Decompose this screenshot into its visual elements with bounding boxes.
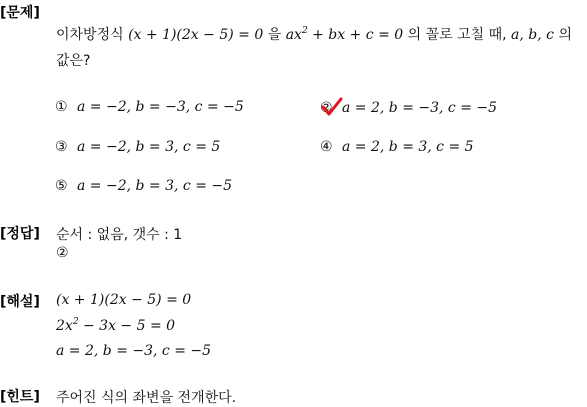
choice-4-number: ④: [320, 139, 333, 155]
problem-mid: 을: [267, 27, 282, 43]
choice-1-number: ①: [55, 99, 68, 115]
solution-line-1: (x + 1)(2x − 5) = 0: [56, 292, 192, 308]
choice-2-number: ②: [320, 100, 333, 116]
choice-4[interactable]: [320, 139, 474, 155]
hint-text: 주어진 식의 좌변을 전개한다.: [56, 390, 237, 406]
problem-form-rest: + bx + c = 0: [307, 27, 404, 43]
answer-meta: 순서 : 없음, 갯수 : 1: [56, 227, 183, 243]
choice-5-text: a = −2, b = 3, c = −5: [77, 178, 233, 194]
problem-form-base: ax: [285, 27, 302, 43]
solution-label: [해설]: [0, 294, 40, 310]
choice-2-text: a = 2, b = −3, c = −5: [342, 100, 498, 116]
solution-line-2-base: 2x: [56, 318, 73, 334]
choice-1-text: a = −2, b = −3, c = −5: [77, 99, 244, 115]
problem-form: [286, 27, 403, 43]
problem-label: [문제]: [0, 5, 40, 21]
solution-line-2-exponent: 2: [72, 317, 79, 327]
problem-line-1: [56, 24, 572, 44]
hint-label: [힌트]: [0, 389, 40, 405]
answer-label: [정답]: [0, 226, 40, 242]
problem-form-exponent: 2: [301, 26, 308, 36]
problem-end: 의: [558, 27, 572, 43]
choice-2-checked-marker: [320, 99, 342, 117]
choice-5-number: ⑤: [55, 178, 68, 194]
solution-line-3: a = 2, b = −3, c = −5: [56, 343, 212, 359]
choice-5[interactable]: [55, 178, 232, 194]
problem-equation: (x + 1)(2x − 5) = 0: [128, 27, 264, 43]
problem-suffix: 의 꼴로 고칠 때,: [407, 27, 507, 43]
solution-line-2-rest: − 3x − 5 = 0: [78, 318, 176, 334]
choice-3-number: ③: [55, 139, 68, 155]
choice-3-text: a = −2, b = 3, c = 5: [77, 139, 221, 155]
choice-2[interactable]: [320, 99, 497, 117]
answer-value: ②: [56, 245, 69, 261]
problem-line-2: 값은?: [56, 53, 91, 69]
choice-1[interactable]: [55, 99, 244, 115]
choice-4-text: a = 2, b = 3, c = 5: [342, 139, 474, 155]
problem-vars: a, b, c: [511, 27, 554, 43]
choice-3[interactable]: [55, 139, 220, 155]
solution-line-2: [56, 318, 175, 334]
problem-prefix: 이차방정식: [56, 27, 124, 43]
checkmark-icon: [321, 97, 343, 117]
